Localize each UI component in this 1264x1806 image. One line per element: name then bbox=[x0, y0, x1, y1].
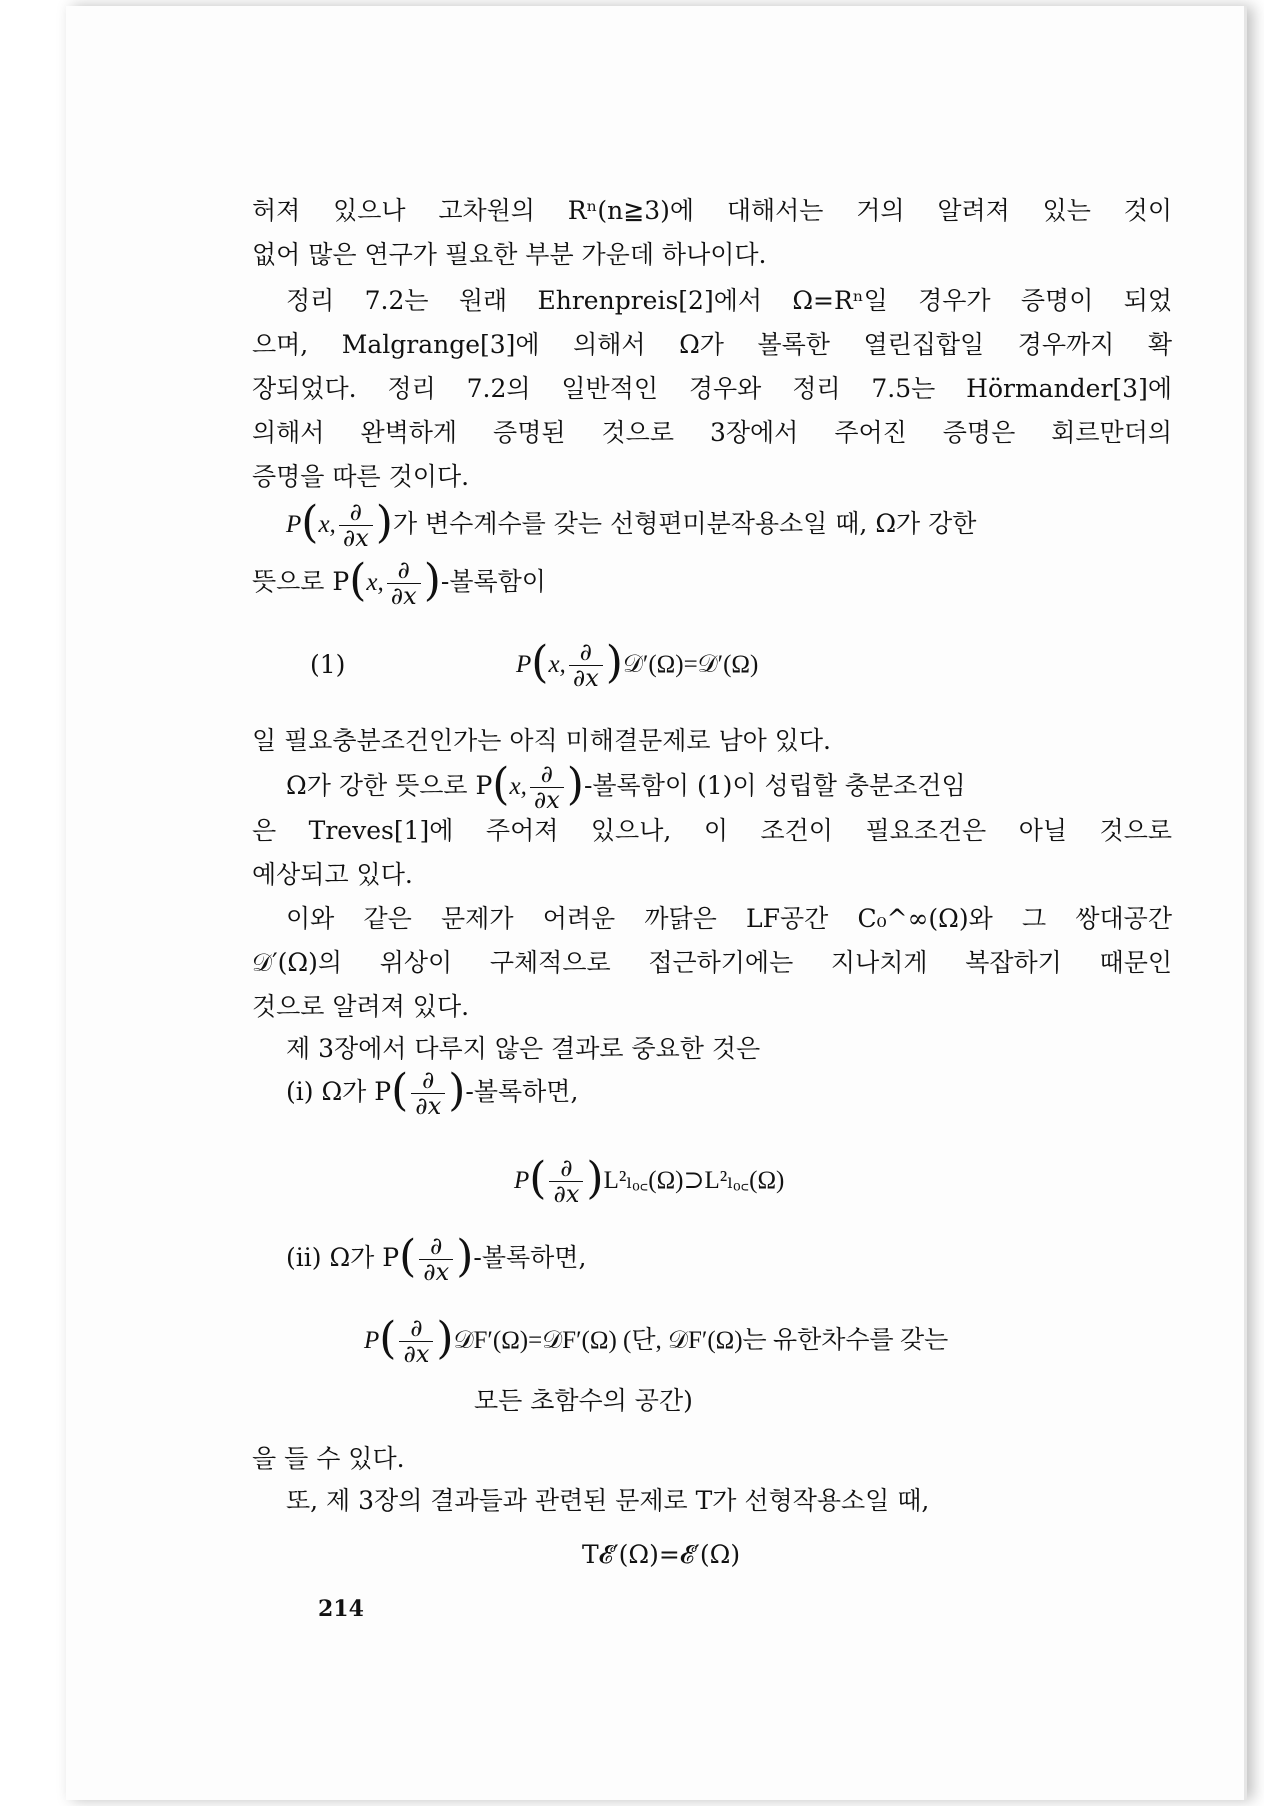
partial-fraction: $\frac{\partial}{\partial x}$ bbox=[530, 762, 564, 813]
partial-fraction: $\frac{\partial}{\partial x}$ bbox=[387, 558, 421, 609]
item-i: (i) Ω가 P( $\frac{\partial}{\partial x}$ )-볼록하면, bbox=[286, 1064, 579, 1121]
text-line: 증명을 따른 것이다. bbox=[252, 462, 470, 491]
equation-1: P(x, $\frac{\partial}{\partial x}$ )𝒟′(Ω)=𝒟′(Ω) bbox=[516, 636, 759, 693]
partial-fraction: $\frac{\partial}{\partial x}$ bbox=[419, 1234, 453, 1285]
equation-3: P( $\frac{\partial}{\partial x}$ )𝒟F′(Ω)=𝒟F′(Ω) (단, 𝒟F′(Ω)는 유한차수를 갖는 bbox=[364, 1312, 949, 1369]
text-line: 없어 많은 연구가 필요한 부분 가운데 하나이다. bbox=[252, 240, 767, 269]
partial-fraction: $\frac{\partial}{\partial x}$ bbox=[339, 500, 373, 551]
text-line: 𝒟′(Ω)의 위상이 구체적으로 접근하기에는 지나치게 복잡하기 때문인 bbox=[252, 948, 1172, 977]
text-line: 일 필요충분조건인가는 아직 미해결문제로 남아 있다. bbox=[252, 726, 831, 755]
text-line: 것으로 알려져 있다. bbox=[252, 992, 470, 1021]
text-line: 을 들 수 있다. bbox=[252, 1444, 405, 1473]
text-line-with-operator: P(x, $\frac{\partial}{\partial x}$ )가 변수계수를 갖는 선형편미분작용소일 때, Ω가 강한 bbox=[286, 496, 977, 553]
partial-fraction: $\frac{\partial}{\partial x}$ bbox=[399, 1316, 433, 1367]
equation-label: (1) bbox=[310, 650, 346, 679]
operator-symbol: P bbox=[286, 511, 302, 539]
text-line: 이와 같은 문제가 어려운 까닭은 LF공간 C₀^∞(Ω)와 그 쌍대공간 bbox=[286, 904, 1172, 933]
text-line: 제 3장에서 다루지 않은 결과로 중요한 것은 bbox=[286, 1034, 761, 1063]
text-line: 예상되고 있다. bbox=[252, 860, 413, 889]
partial-fraction: $\frac{\partial}{\partial x}$ bbox=[549, 1156, 583, 1207]
item-ii: (ii) Ω가 P( $\frac{\partial}{\partial x}$ )-볼록하면, bbox=[286, 1230, 587, 1287]
operator-arg: x, bbox=[318, 511, 336, 539]
partial-fraction: $\frac{\partial}{\partial x}$ bbox=[411, 1068, 445, 1119]
text-line: 의해서 완벽하게 증명된 것으로 3장에서 주어진 증명은 회르만더의 bbox=[252, 418, 1172, 447]
equation-2: P( $\frac{\partial}{\partial x}$ )L²ₗₒ꜀(Ω)⊃L²ₗₒ꜀(Ω) bbox=[514, 1152, 785, 1209]
text-line-with-operator: 뜻으로 P(x, $\frac{\partial}{\partial x}$ )-볼록함이 bbox=[252, 554, 546, 611]
text-line: 허져 있으나 고차원의 Rⁿ(n≧3)에 대해서는 거의 알려져 있는 것이 bbox=[252, 196, 1172, 225]
text-line: 또, 제 3장의 결과들과 관련된 문제로 T가 선형작용소일 때, bbox=[286, 1486, 930, 1515]
text-line: 장되었다. 정리 7.2의 일반적인 경우와 정리 7.5는 Hörmander[3]에 bbox=[252, 374, 1172, 403]
partial-fraction: $\frac{\partial}{\partial x}$ bbox=[569, 640, 603, 691]
text-line: 으며, Malgrange[3]에 의해서 Ω가 볼록한 열린집합일 경우까지 확 bbox=[252, 330, 1172, 359]
text-line: 정리 7.2는 원래 Ehrenpreis[2]에서 Ω=Rⁿ일 경우가 증명이 되었 bbox=[286, 286, 1172, 315]
text-line: 은 Treves[1]에 주어져 있으나, 이 조건이 필요조건은 아닐 것으로 bbox=[252, 816, 1172, 845]
book-page bbox=[66, 6, 1247, 1800]
text-line-with-operator: Ω가 강한 뜻으로 P(x, $\frac{\partial}{\partial x}$ )-볼록함이 (1)이 성립할 충분조건임 bbox=[286, 758, 966, 815]
page-number: 214 bbox=[318, 1596, 364, 1622]
equation-4: T𝓔′(Ω)=𝓔′(Ω) bbox=[582, 1540, 741, 1569]
text-line: 모든 초함수의 공간) bbox=[474, 1386, 693, 1415]
